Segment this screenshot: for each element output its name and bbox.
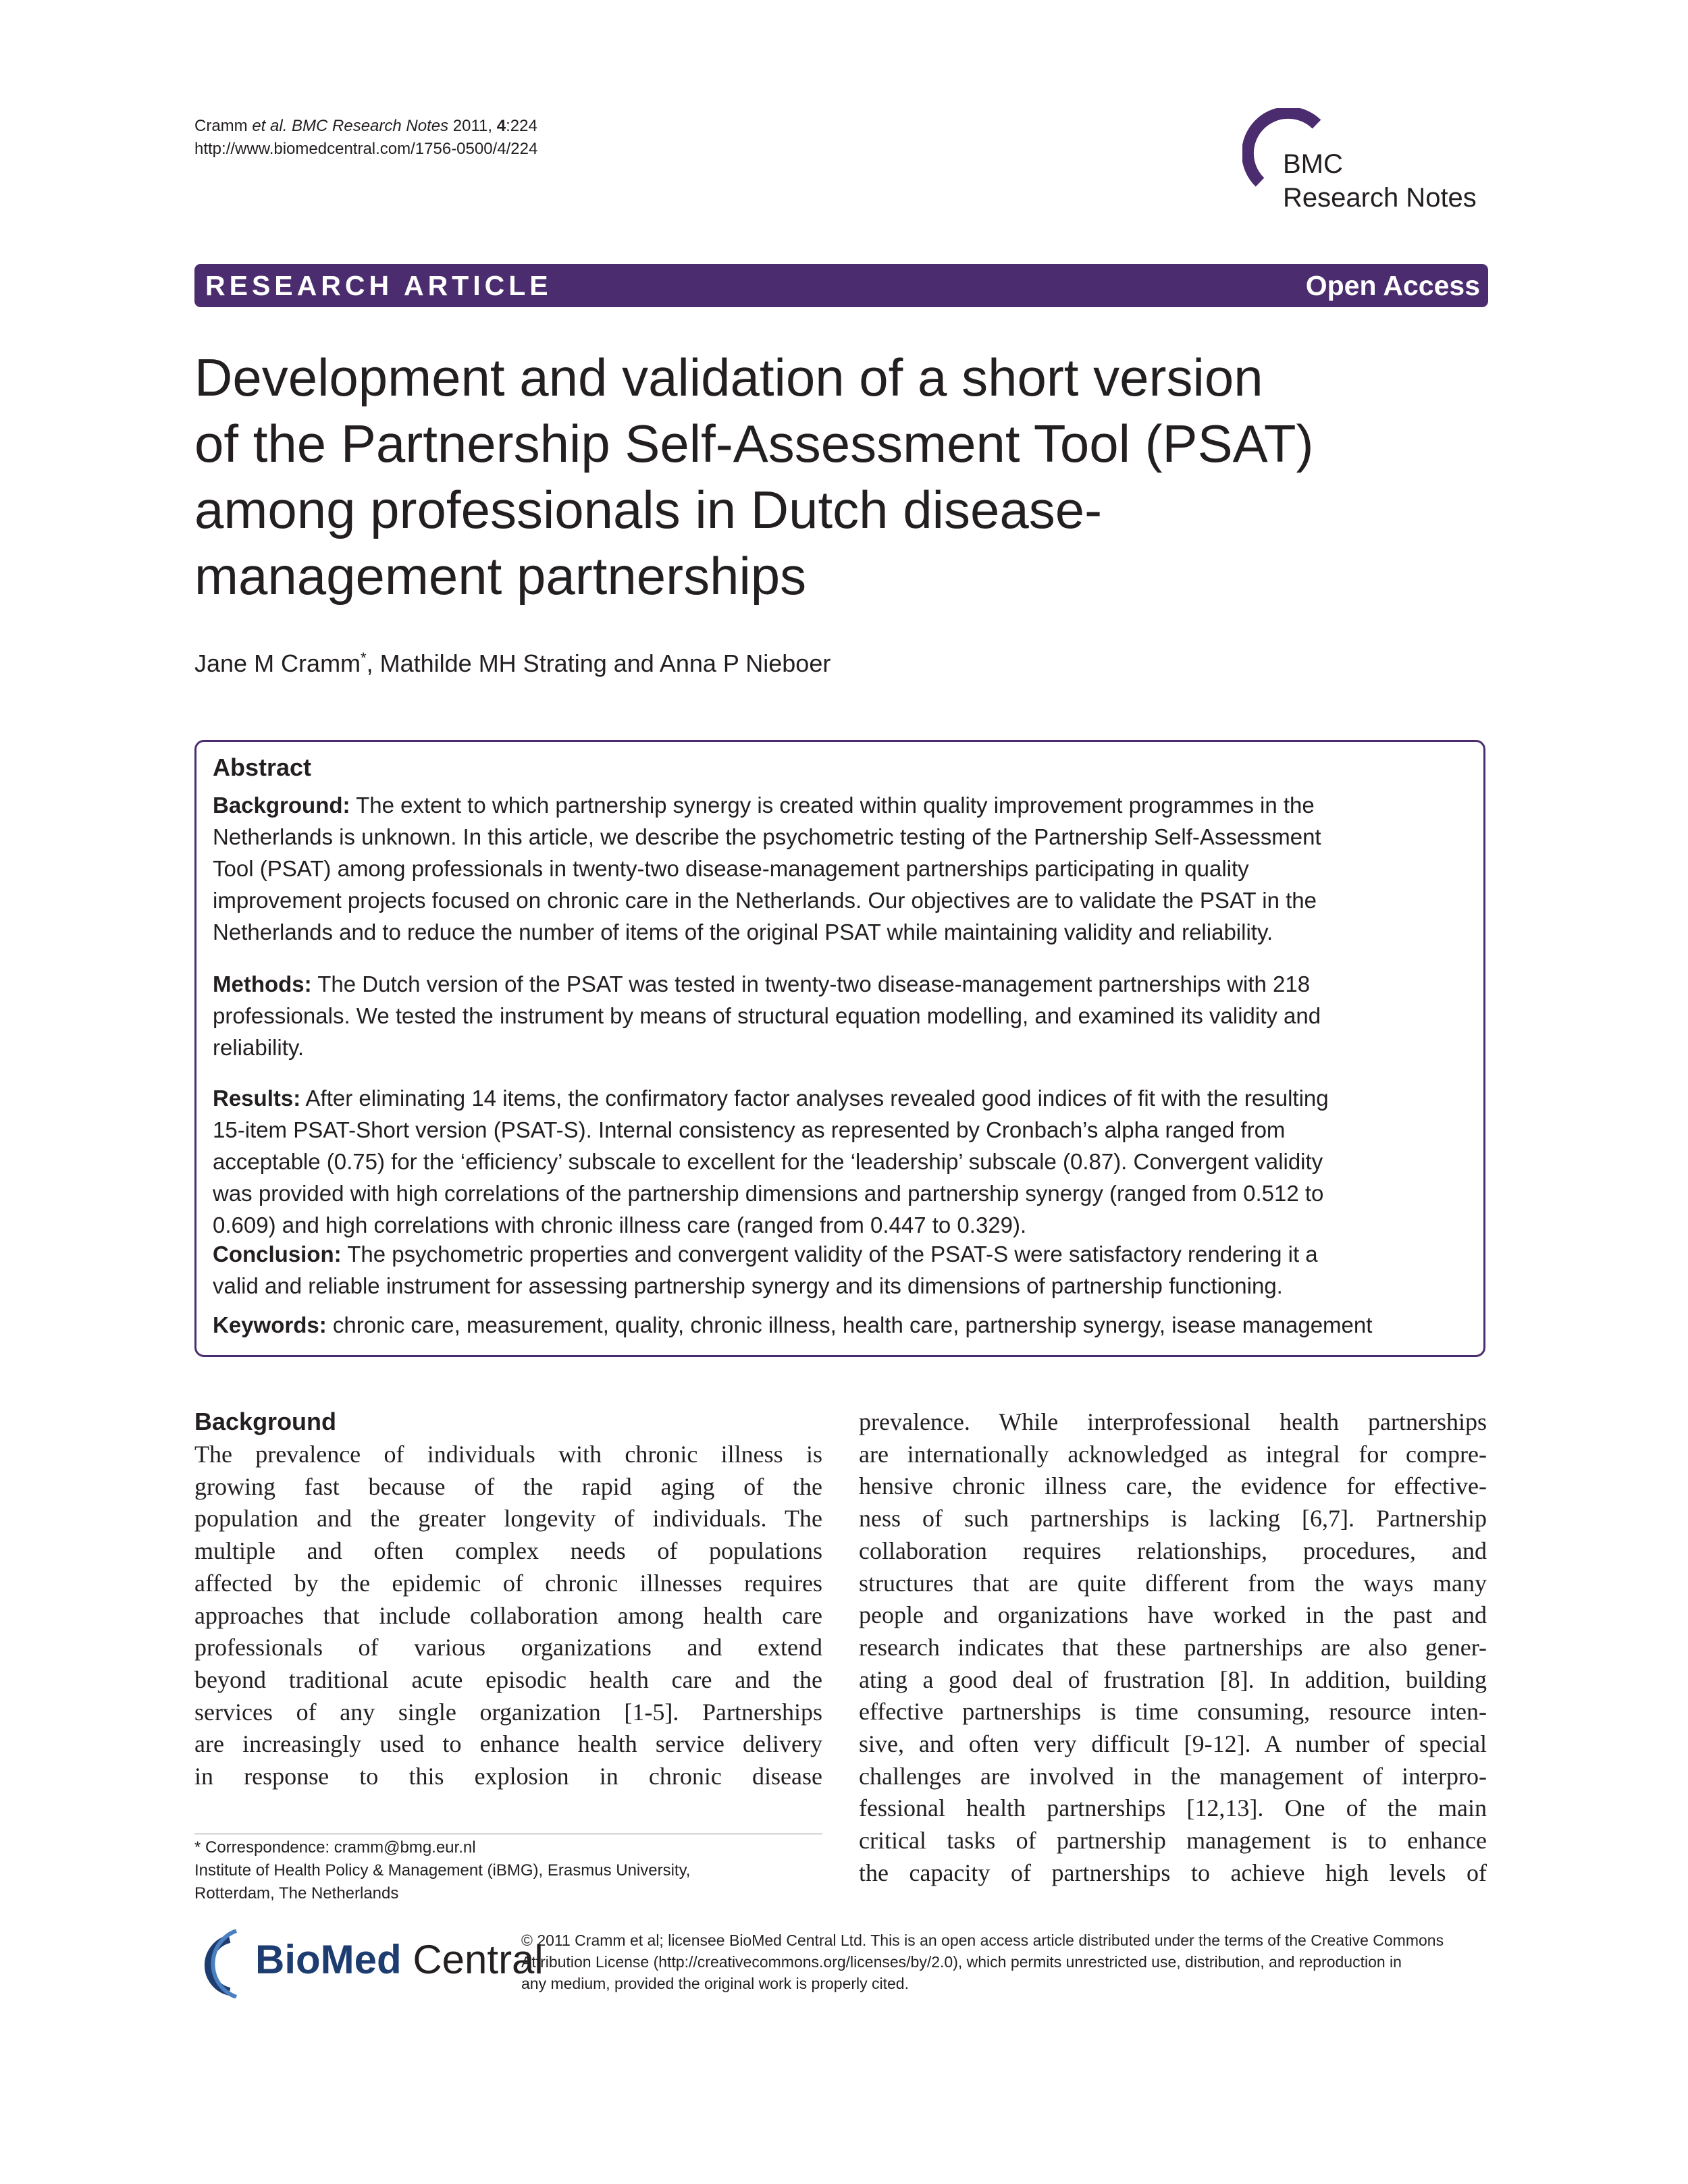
body-line: approaches that include collaboration among health care: [194, 1601, 822, 1629]
abstract-methods: [213, 968, 1469, 1063]
author-others: , Mathilde MH Strating and Anna P Nieboer: [366, 649, 831, 677]
citation-url[interactable]: http://www.biomedcentral.com/1756-0500/4/224: [194, 140, 538, 158]
author-list: [194, 641, 830, 681]
body-line: beyond traditional acute episodic health care and the: [194, 1666, 822, 1693]
citation-journal: et al. BMC Research Notes: [252, 117, 449, 135]
abstract-line: acceptable (0.75) for the ‘efficiency’ subscale to excellent for the ‘leadership’ subscale (0.87). Convergent validity: [213, 1149, 1323, 1174]
abstract-line: professionals. We tested the instrument by means of structural equation modelling, and examined its validity and: [213, 1003, 1321, 1028]
journal-name-line1: BMC: [1283, 149, 1343, 179]
journal-name-line2: Research Notes: [1283, 183, 1477, 213]
journal-logo: [1242, 108, 1512, 230]
publisher-name-rest: Central: [401, 1937, 544, 1982]
citation-article-number: :224: [506, 117, 537, 135]
abstract-section-label: Conclusion:: [213, 1242, 342, 1267]
abstract-line: valid and reliable instrument for assessing partnership synergy and its dimensions of partnership functioning.: [213, 1273, 1283, 1298]
abstract-keywords: [213, 1309, 1469, 1341]
section-heading-background: Background: [194, 1408, 337, 1435]
abstract-background: [213, 789, 1469, 948]
body-column-right: [859, 1406, 1487, 1890]
body-line: structures that are quite different from the ways many: [859, 1569, 1487, 1597]
abstract-line: Netherlands is unknown. In this article, we describe the psychometric testing of the Partnership Self-Assessment: [213, 824, 1321, 849]
body-line: growing fast because of the rapid aging of the: [194, 1472, 822, 1500]
correspondence-footnote: [194, 1836, 690, 1905]
article-title: [194, 344, 1477, 609]
body-line: ating a good deal of frustration [8]. In addition, building: [859, 1666, 1487, 1693]
abstract-box: [194, 740, 1485, 1357]
article-type-banner: [194, 264, 1488, 307]
body-line: are internationally acknowledged as integral for compre-: [859, 1440, 1487, 1468]
abstract-line: After eliminating 14 items, the confirmatory factor analyses revealed good indices of fit with the resulting: [300, 1086, 1329, 1111]
body-line: prevalence. While interprofessional health partnerships: [859, 1408, 1487, 1435]
abstract-line: reliability.: [213, 1035, 305, 1060]
title-line: management partnerships: [194, 546, 807, 606]
body-line: population and the greater longevity of individuals. The: [194, 1505, 822, 1533]
footnote-line: Rotterdam, The Netherlands: [194, 1884, 399, 1902]
corresponding-marker: *: [361, 649, 367, 666]
body-line: ness of such partnerships is lacking [6,7]. Partnership: [859, 1505, 1487, 1533]
publisher-name: [255, 1936, 544, 1983]
abstract-line: The extent to which partnership synergy is created within quality improvement programmes in the: [350, 793, 1315, 818]
body-line: The prevalence of individuals with chronic illness is: [194, 1441, 822, 1468]
abstract-line: The Dutch version of the PSAT was tested in twenty-two disease-management partnerships with 218: [311, 971, 1311, 996]
footnote-line: Institute of Health Policy & Management (iBMG), Erasmus University,: [194, 1861, 691, 1880]
license-line: any medium, provided the original work is properly cited.: [521, 1975, 909, 1992]
body-line: affected by the epidemic of chronic illnesses requires: [194, 1569, 822, 1597]
body-line: multiple and often complex needs of populations: [194, 1537, 822, 1565]
body-line: collaboration requires relationships, procedures, and: [859, 1537, 1487, 1564]
abstract-line: was provided with high correlations of the partnership dimensions and partnership synergy (ranged from 0.512 to: [213, 1181, 1324, 1206]
body-line: people and organizations have worked in the past and: [859, 1601, 1487, 1629]
body-line: critical tasks of partnership management is to enhance: [859, 1827, 1487, 1855]
abstract-line: 15-item PSAT-Short version (PSAT-S). Internal consistency as represented by Cronbach’s alpha ranged from: [213, 1117, 1286, 1142]
body-line: fessional health partnerships [12,13]. One of the main: [859, 1794, 1487, 1822]
citation-volume: 4: [496, 117, 506, 135]
abstract-line: improvement projects focused on chronic care in the Netherlands. Our objectives are to validate the PSAT in the: [213, 888, 1317, 913]
abstract-line: The psychometric properties and convergent validity of the PSAT-S were satisfactory rendering it a: [341, 1242, 1318, 1267]
license-line: © 2011 Cramm et al; licensee BioMed Central Ltd. This is an open access article distributed under the terms of the Creative Commons: [521, 1932, 1444, 1949]
abstract-conclusion: [213, 1238, 1469, 1302]
publisher-logo-bracket-icon: [194, 1924, 255, 1998]
citation-header: [194, 115, 537, 161]
body-column-left: [194, 1439, 822, 1793]
abstract-results: [213, 1082, 1469, 1241]
body-line: are increasingly used to enhance health service delivery: [194, 1730, 822, 1758]
license-line: Attribution License (http://creativecommons.org/licenses/by/2.0), which permits unrestricted use, distribution, and reproduction in: [521, 1953, 1402, 1971]
abstract-line: Tool (PSAT) among professionals in twenty-two disease-management partnerships participating in quality: [213, 856, 1249, 881]
body-line: challenges are involved in the management of interpro-: [859, 1762, 1487, 1790]
license-statement: [521, 1929, 1494, 1994]
body-line: hensive chronic illness care, the evidence for effective-: [859, 1472, 1487, 1500]
abstract-line: Netherlands and to reduce the number of items of the original PSAT while maintaining validity and reliability.: [213, 920, 1273, 944]
journal-name: [1283, 147, 1477, 215]
publisher-logo: [194, 1924, 544, 1998]
abstract-heading: Abstract: [213, 753, 312, 781]
abstract-section-label: Background:: [213, 793, 350, 818]
abstract-line: 0.609) and high correlations with chronic illness care (ranged from 0.447 to 0.329).: [213, 1213, 1027, 1237]
citation-year: 2011,: [448, 117, 497, 135]
body-line: research indicates that these partnerships are also gener-: [859, 1633, 1487, 1661]
body-line: services of any single organization [1-5]. Partnerships: [194, 1698, 822, 1726]
author-corresponding: Jane M Cramm: [194, 649, 361, 677]
body-line: sive, and often very difficult [9-12]. A number of special: [859, 1730, 1487, 1758]
body-line: the capacity of partnerships to achieve high levels of: [859, 1859, 1487, 1886]
open-access-label: Open Access: [1305, 270, 1480, 301]
publisher-name-bold: BioMed: [255, 1937, 402, 1982]
body-line: effective partnerships is time consuming, resource inten-: [859, 1698, 1487, 1726]
abstract-section-label: Results:: [213, 1086, 301, 1111]
title-line: among professionals in Dutch disease-: [194, 480, 1103, 539]
footnote-line: * Correspondence: cramm@bmg.eur.nl: [194, 1838, 476, 1857]
abstract-section-label: Keywords:: [213, 1312, 327, 1337]
citation-line: [194, 115, 537, 138]
body-line: in response to this explosion in chronic disease: [194, 1763, 822, 1790]
article-type-label: RESEARCH ARTICLE: [205, 270, 552, 301]
title-line: of the Partnership Self-Assessment Tool (PSAT): [194, 414, 1314, 473]
abstract-section-label: Methods:: [213, 971, 312, 996]
keywords-list: chronic care, measurement, quality, chronic illness, health care, partnership synergy, isease management: [326, 1312, 1373, 1337]
body-line: professionals of various organizations and extend: [194, 1634, 822, 1661]
title-line: Development and validation of a short version: [194, 348, 1263, 407]
citation-authors: Cramm: [194, 117, 253, 135]
